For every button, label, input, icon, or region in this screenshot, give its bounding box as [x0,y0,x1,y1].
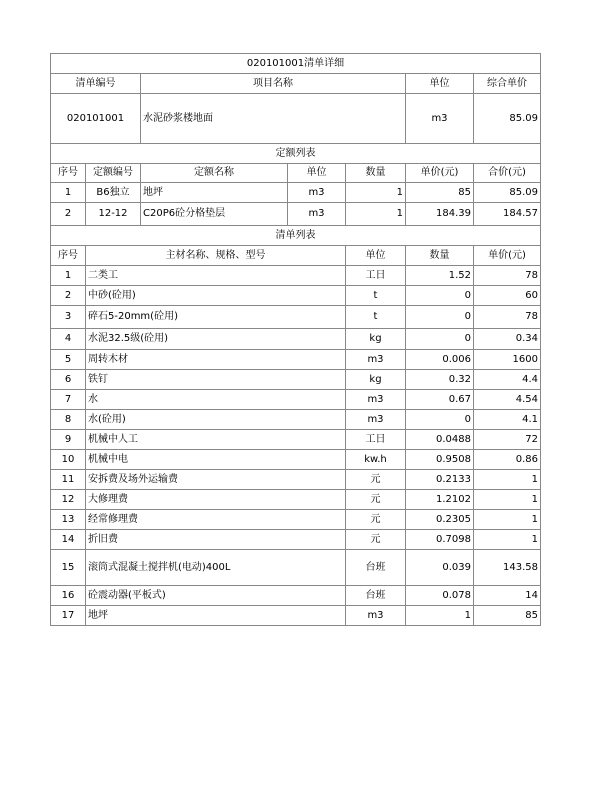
material-name: 砼震动器(平板式) [86,586,346,606]
material-row [51,510,541,530]
material-unit: kg [346,329,406,350]
material-unit-price: 0.86 [474,450,541,470]
material-unit-price: 72 [474,430,541,450]
material-name: 大修理费 [86,490,346,510]
quota-unit: m3 [288,183,346,203]
material-unit: 元 [346,470,406,490]
material-unit-price: 1 [474,510,541,530]
materials-section-title: 清单列表 [51,226,541,246]
material-index: 8 [51,410,86,430]
bill-detail-table [50,53,541,626]
material-row [51,286,541,306]
quota-qty: 1 [346,183,406,203]
material-unit-price: 4.4 [474,370,541,390]
quota-row [51,203,541,226]
material-row [51,530,541,550]
material-unit-price: 60 [474,286,541,306]
material-index: 5 [51,350,86,370]
quota-header-name: 定额名称 [141,164,288,183]
material-unit-price: 1 [474,530,541,550]
material-unit-price: 1600 [474,350,541,370]
material-qty: 0.2133 [406,470,474,490]
material-index: 2 [51,286,86,306]
material-index: 12 [51,490,86,510]
material-qty: 0.039 [406,550,474,586]
material-unit-price: 78 [474,306,541,329]
material-index: 1 [51,266,86,286]
material-unit: t [346,306,406,329]
material-unit-price: 85 [474,606,541,626]
header-code: 清单编号 [51,74,141,94]
materials-header-unit-price: 单价(元) [474,246,541,266]
material-qty: 0.67 [406,390,474,410]
material-qty: 0 [406,329,474,350]
material-index: 11 [51,470,86,490]
material-unit: t [346,286,406,306]
material-row [51,430,541,450]
material-unit: kw.h [346,450,406,470]
material-row [51,350,541,370]
material-index: 10 [51,450,86,470]
material-unit: m3 [346,410,406,430]
material-unit: 台班 [346,550,406,586]
material-qty: 0 [406,286,474,306]
material-unit: 元 [346,530,406,550]
material-row [51,586,541,606]
material-qty: 0.006 [406,350,474,370]
material-unit: 工日 [346,266,406,286]
material-qty: 0.32 [406,370,474,390]
material-row [51,606,541,626]
material-unit-price: 14 [474,586,541,606]
material-unit-price: 0.34 [474,329,541,350]
material-unit-price: 143.58 [474,550,541,586]
material-unit: 台班 [346,586,406,606]
material-row [51,490,541,510]
quota-header-total: 合价(元) [474,164,541,183]
material-name: 碎石5-20mm(砼用) [86,306,346,329]
bill-detail-sheet [50,53,540,626]
item-price: 85.09 [474,94,541,144]
item-unit: m3 [406,94,474,144]
material-name: 机械中电 [86,450,346,470]
material-name: 水泥32.5级(砼用) [86,329,346,350]
material-name: 水 [86,390,346,410]
material-name: 安拆费及场外运输费 [86,470,346,490]
material-qty: 1 [406,606,474,626]
quota-name: C20P6砼分格垫层 [141,203,288,226]
material-qty: 0.078 [406,586,474,606]
material-unit: m3 [346,390,406,410]
quota-total: 184.57 [474,203,541,226]
material-unit: 工日 [346,430,406,450]
material-index: 15 [51,550,86,586]
header-price: 综合单价 [474,74,541,94]
material-row [51,266,541,286]
quota-header-qty: 数量 [346,164,406,183]
material-index: 13 [51,510,86,530]
material-qty: 0.7098 [406,530,474,550]
material-qty: 0 [406,410,474,430]
material-index: 17 [51,606,86,626]
quota-header-unit: 单位 [288,164,346,183]
quota-row [51,183,541,203]
material-name: 经常修理费 [86,510,346,530]
material-row [51,450,541,470]
material-row [51,329,541,350]
material-index: 4 [51,329,86,350]
material-unit: m3 [346,350,406,370]
material-name: 机械中人工 [86,430,346,450]
header-name: 项目名称 [141,74,406,94]
header-unit: 单位 [406,74,474,94]
materials-header-name: 主材名称、规格、型号 [86,246,346,266]
material-row [51,470,541,490]
quota-index: 1 [51,183,86,203]
material-name: 二类工 [86,266,346,286]
item-name: 水泥砂浆楼地面 [141,94,406,144]
materials-header-index: 序号 [51,246,86,266]
material-row [51,410,541,430]
item-code: 020101001 [51,94,141,144]
material-unit-price: 1 [474,470,541,490]
material-name: 铁钉 [86,370,346,390]
quota-header-unit-price: 单价(元) [406,164,474,183]
material-unit-price: 1 [474,490,541,510]
quota-qty: 1 [346,203,406,226]
material-unit: kg [346,370,406,390]
materials-header-unit: 单位 [346,246,406,266]
quota-code: 12-12 [86,203,141,226]
material-name: 中砂(砼用) [86,286,346,306]
material-unit: 元 [346,490,406,510]
quota-total: 85.09 [474,183,541,203]
material-name: 水(砼用) [86,410,346,430]
quota-header-index: 序号 [51,164,86,183]
material-qty: 0.9508 [406,450,474,470]
quota-index: 2 [51,203,86,226]
material-name: 滚筒式混凝土搅拌机(电动)400L [86,550,346,586]
quota-unit: m3 [288,203,346,226]
quota-code: B6独立 [86,183,141,203]
material-name: 折旧费 [86,530,346,550]
material-unit-price: 4.1 [474,410,541,430]
material-unit-price: 4.54 [474,390,541,410]
materials-header-qty: 数量 [406,246,474,266]
material-row [51,306,541,329]
material-row [51,390,541,410]
quota-name: 地坪 [141,183,288,203]
material-name: 地坪 [86,606,346,626]
material-index: 16 [51,586,86,606]
material-qty: 0.0488 [406,430,474,450]
material-qty: 1.2102 [406,490,474,510]
material-index: 14 [51,530,86,550]
material-unit: 元 [346,510,406,530]
material-index: 3 [51,306,86,329]
quota-unit-price: 184.39 [406,203,474,226]
material-row [51,550,541,586]
sheet-title: 020101001清单详细 [51,54,541,74]
quota-section-title: 定额列表 [51,144,541,164]
material-index: 7 [51,390,86,410]
material-row [51,370,541,390]
quota-unit-price: 85 [406,183,474,203]
material-index: 6 [51,370,86,390]
material-qty: 1.52 [406,266,474,286]
material-unit: m3 [346,606,406,626]
material-qty: 0 [406,306,474,329]
material-unit-price: 78 [474,266,541,286]
material-index: 9 [51,430,86,450]
quota-header-code: 定额编号 [86,164,141,183]
material-name: 周转木材 [86,350,346,370]
material-qty: 0.2305 [406,510,474,530]
